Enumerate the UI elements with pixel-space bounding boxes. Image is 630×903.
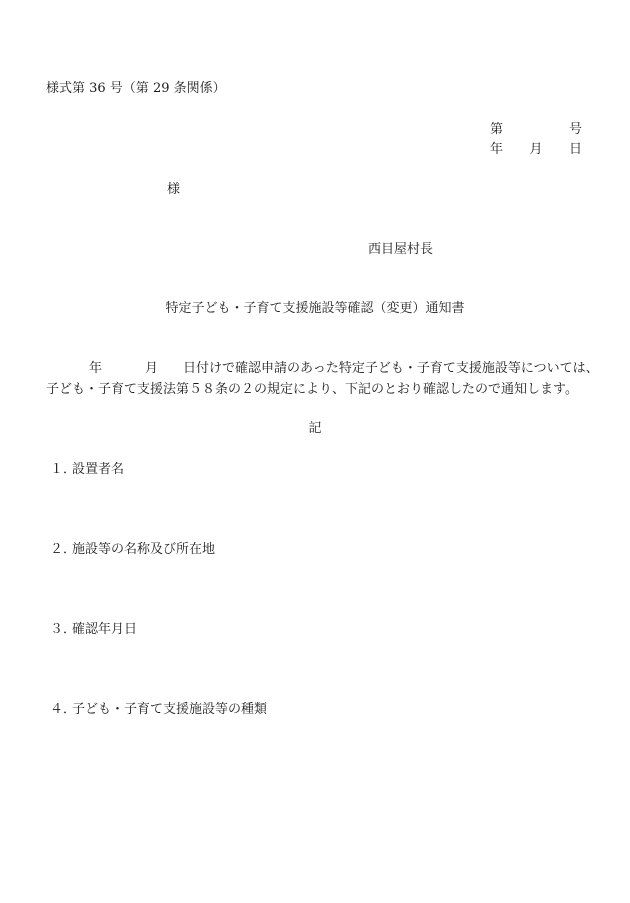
item-number: ３．: [50, 622, 77, 637]
document-title: 特定子ども・子育て支援施設等確認（変更）通知書: [165, 301, 465, 316]
addressee-suffix: 様: [167, 182, 181, 197]
body-line-1: [89, 362, 599, 375]
list-item: [50, 543, 215, 556]
number-prefix: 第: [490, 122, 504, 137]
document-date-row: [490, 143, 582, 156]
item-label: 設置者名: [72, 462, 125, 477]
item-label: 確認年月日: [72, 622, 138, 637]
item-number: １．: [50, 462, 77, 477]
body-month: 月: [145, 361, 159, 376]
date-month: 月: [529, 142, 543, 157]
ki-heading: 記: [308, 421, 322, 436]
item-label: 施設等の名称及び所在地: [72, 542, 216, 557]
issuer: 西目屋村長: [368, 242, 434, 257]
list-item: [50, 463, 124, 476]
body-year: 年: [89, 361, 103, 376]
item-number: ４．: [50, 702, 77, 717]
list-item: [50, 703, 267, 716]
document-number-row: [490, 123, 582, 136]
date-day: 日: [568, 142, 582, 157]
list-item: [50, 623, 137, 636]
body-line-1-rest: 日付けで確認申請のあった特定子ども・子育て支援施設等については、: [183, 361, 599, 376]
date-year: 年: [490, 142, 504, 157]
item-label: 子ども・子育て支援施設等の種類: [72, 702, 268, 717]
body-line-2: 子ども・子育て支援法第５８条の２の規定により、下記のとおり確認したので通知します。: [46, 382, 578, 397]
item-number: ２．: [50, 542, 77, 557]
number-suffix: 号: [568, 122, 582, 137]
form-number: 様式第 36 号（第 29 条関係）: [46, 81, 226, 96]
